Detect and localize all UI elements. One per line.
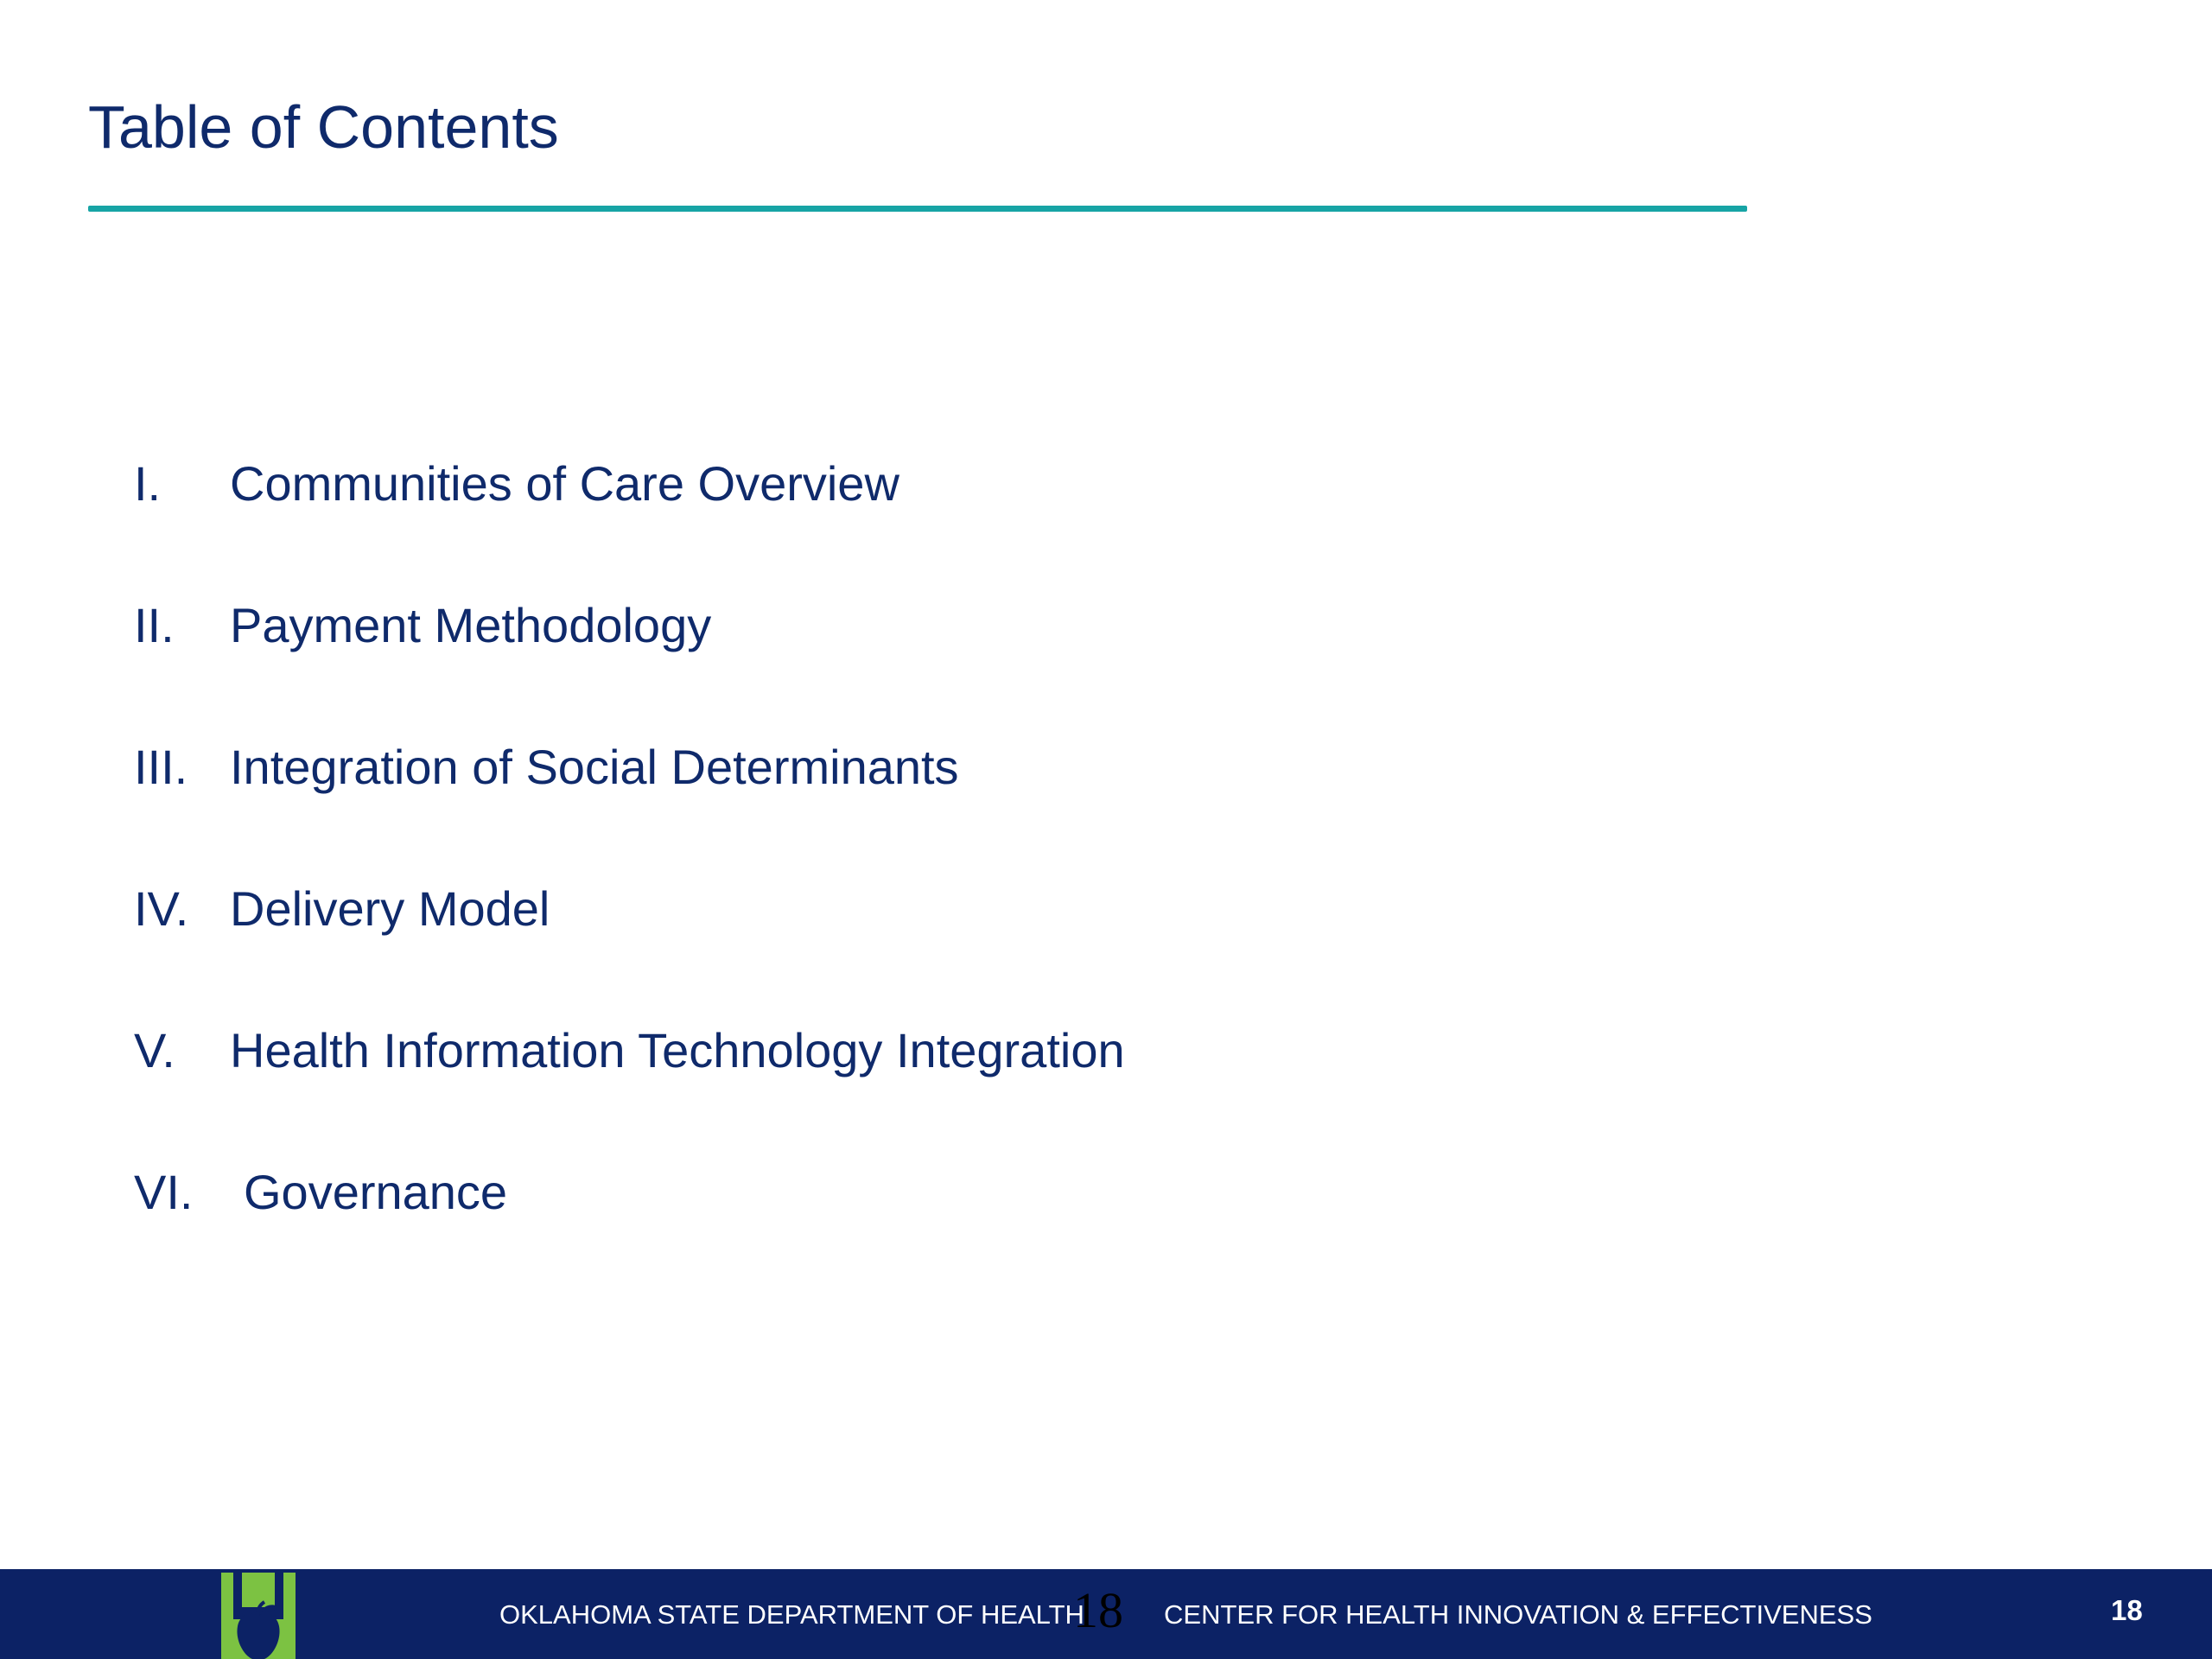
footer-department-name: OKLAHOMA STATE DEPARTMENT OF HEALTH [499,1599,1084,1630]
toc-numeral: I. [134,456,162,511]
footer-center-name: CENTER FOR HEALTH INNOVATION & EFFECTIVENESS [1164,1599,1872,1630]
toc-label: Communities of Care Overview [230,456,899,511]
toc-numeral: V. [134,1023,175,1077]
footer-page-number: 18 [2111,1594,2143,1626]
toc-label: Governance [244,1165,508,1219]
oklahoma-apple-logo-icon [221,1573,296,1659]
toc-numeral: III. [134,740,188,794]
toc-numeral: VI. [134,1165,194,1219]
toc-numeral: II. [134,598,175,652]
toc-label: Integration of Social Determinants [230,740,959,794]
toc-label: Delivery Model [230,881,550,936]
slide-title: Table of Contents [88,93,559,161]
footer-center-page-number: 18 [1073,1582,1123,1638]
toc-numeral: IV. [134,881,189,936]
toc-label: Payment Methodology [230,598,712,652]
toc-label: Health Information Technology Integration [230,1023,1125,1077]
oklahoma-apple-logo-icon-graphic [221,1573,296,1659]
title-underline [88,206,1747,212]
